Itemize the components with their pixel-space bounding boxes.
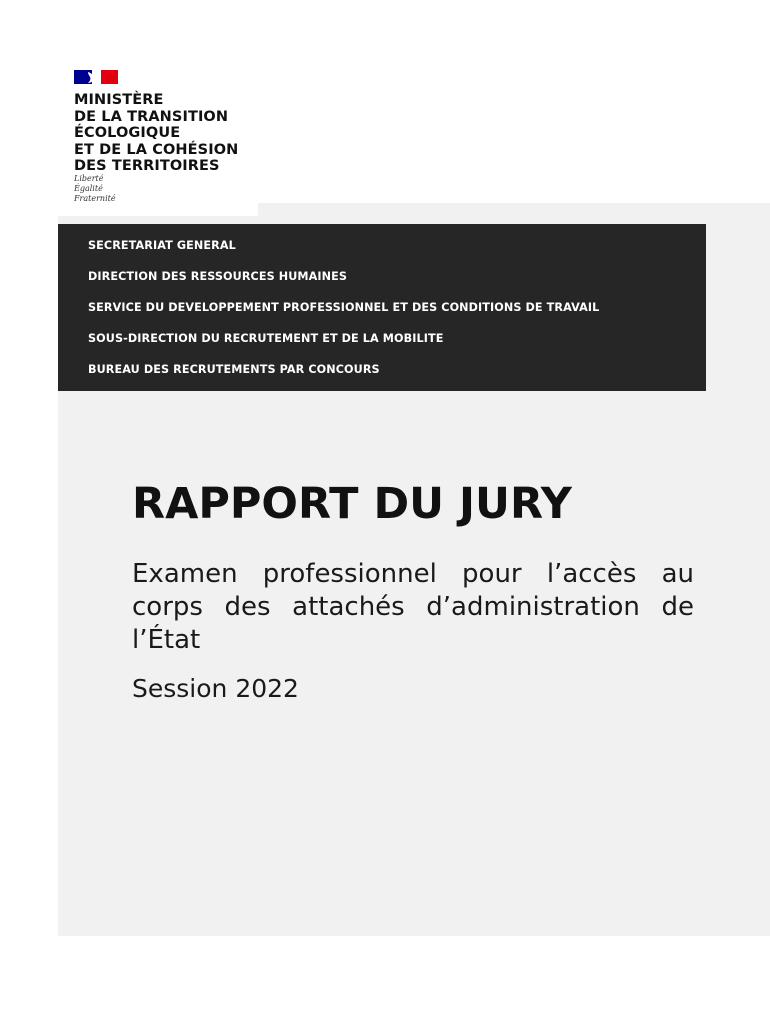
ministry-line: DES TERRITOIRES (74, 158, 220, 174)
report-subtitle: Examen professionnel pour l’accès au corps des attachés d’administration de l’État (132, 559, 694, 655)
band-line-bureau: BUREAU DES RECRUTEMENTS PAR CONCOURS (88, 363, 380, 376)
report-title: RAPPORT DU JURY (132, 479, 572, 529)
band-line-direction: DIRECTION DES RESSOURCES HUMAINES (88, 270, 348, 283)
report-session: Session 2022 (132, 674, 299, 703)
ministry-line: MINISTÈRE (74, 92, 164, 108)
administration-header-band (58, 224, 706, 391)
band-line-service: SERVICE DU DEVELOPPEMENT PROFESSIONNEL ET DES CONDITIONS DE TRAVAIL (88, 301, 600, 314)
motto-line: Liberté (74, 174, 104, 183)
flag-red-band (101, 70, 118, 84)
marianne-flag-logo (74, 70, 118, 84)
ministry-line: ÉCOLOGIQUE (74, 125, 181, 141)
band-line-sous-direction: SOUS-DIRECTION DU RECRUTEMENT ET DE LA MOBILITE (88, 332, 444, 345)
ministry-name (74, 92, 238, 175)
band-line-secretariat: SECRETARIAT GENERAL (88, 239, 236, 252)
republic-motto (74, 174, 116, 204)
ministry-line: ET DE LA COHÉSION (74, 141, 239, 158)
motto-line: Égalité (74, 184, 103, 193)
motto-line: Fraternité (74, 194, 116, 203)
ministry-line: DE LA TRANSITION (74, 108, 229, 125)
